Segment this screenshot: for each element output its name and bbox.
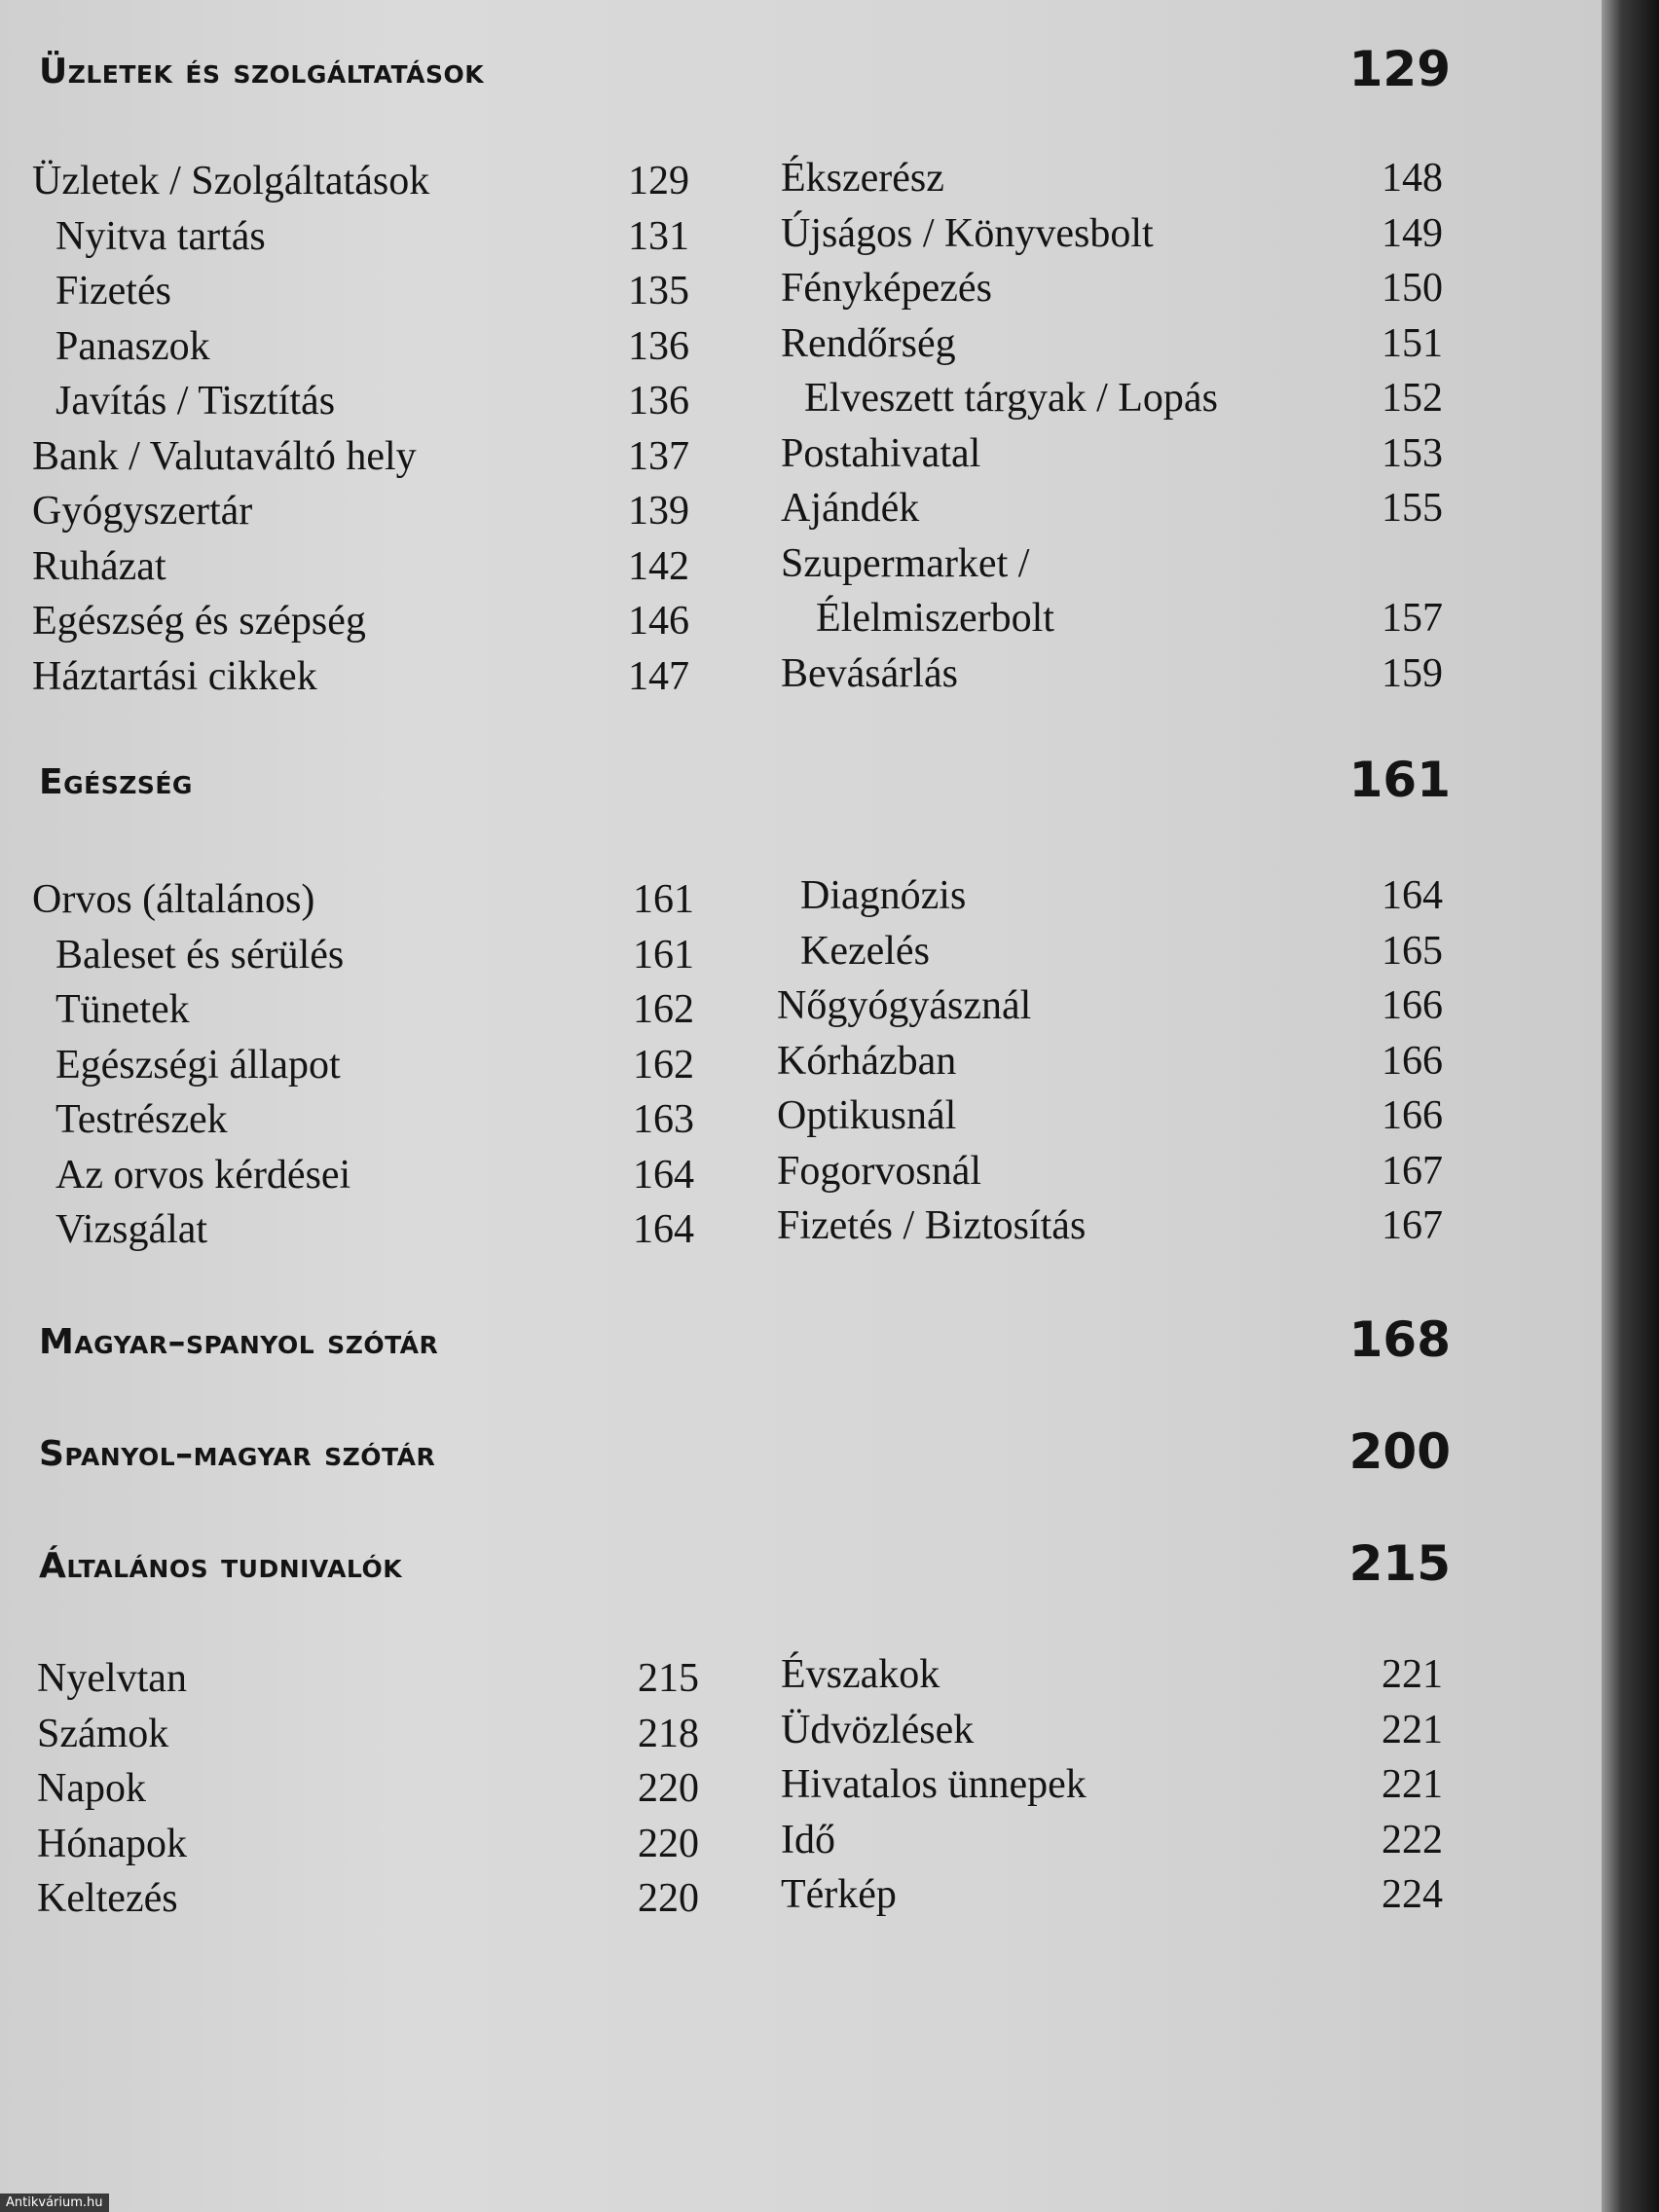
section-header-magyar-spanyol [39,1300,1451,1368]
toc-entry[interactable]: Ajándék 155 [781,486,1443,531]
toc-entry[interactable]: Nyelvtan 215 [37,1656,699,1701]
page-edge-shadow [1602,0,1659,2212]
toc-entry[interactable]: Rendőrség 151 [781,320,1443,366]
toc-entry[interactable]: Kórházban 166 [777,1038,1443,1084]
toc-column-left [37,1651,699,1927]
toc-entry[interactable]: Ruházat 142 [32,543,689,589]
toc-entry[interactable]: Postahivatal 153 [781,430,1443,476]
toc-entry[interactable]: Bevásárlás 159 [781,650,1443,696]
toc-entry[interactable]: Üdvözlések 221 [781,1707,1443,1752]
toc-column-right [781,151,1443,701]
toc-entry[interactable]: Fizetés 135 [55,269,689,313]
toc-entry[interactable]: Élelmiszerbolt 157 [816,596,1443,641]
toc-column-left [32,872,694,1258]
section-page-number: 215 [1348,1535,1451,1592]
section-header-uzletek [39,29,1451,97]
toc-entry[interactable]: Kezelés 165 [800,928,1443,974]
toc-entry[interactable]: Az orvos kérdései 164 [55,1152,694,1198]
toc-entry[interactable]: Háztartási cikkek 147 [32,653,689,699]
toc-column-right [781,1647,1443,1923]
toc-entry[interactable]: Vizsgálat 164 [55,1207,694,1252]
toc-entry[interactable]: Napok 220 [37,1766,699,1811]
section-page-number: 129 [1348,41,1451,97]
toc-entry[interactable]: Diagnózis 164 [800,873,1443,918]
toc-entry[interactable]: Egészség és szépség 146 [32,599,689,644]
toc-entry[interactable]: Számok 218 [37,1711,699,1756]
toc-entry[interactable]: Nőgyógyásznál 166 [777,983,1443,1028]
toc-entry[interactable]: Egészségi állapot 162 [55,1042,694,1088]
section-title: Üzletek és szolgáltatások [39,52,485,92]
toc-entry[interactable]: Orvos (általános) 161 [32,877,694,922]
toc-entry[interactable]: Hivatalos ünnepek 221 [781,1762,1443,1807]
toc-entry[interactable]: Szupermarket / [781,540,1030,586]
toc-entry[interactable]: Fényképezés 150 [781,266,1443,311]
section-page-number: 200 [1348,1423,1451,1480]
section-title: Spanyol–magyar szótár [39,1434,436,1474]
toc-entry[interactable]: Idő 222 [781,1817,1443,1862]
toc-entry[interactable]: Javítás / Tisztítás 136 [55,379,689,424]
section-page-number: 168 [1348,1311,1451,1368]
section-title: Egészség [39,762,193,802]
section-title: Általános tudnivalók [39,1546,403,1586]
section-header-spanyol-magyar [39,1412,1451,1480]
section-page-number: 161 [1348,752,1451,808]
toc-entry[interactable]: Térkép 224 [781,1872,1443,1917]
toc-column-left [32,154,689,704]
toc-entry[interactable]: Elveszett tárgyak / Lopás 152 [804,376,1443,421]
toc-entry[interactable]: Testrészek 163 [55,1097,694,1142]
section-header-egeszseg [39,740,1451,808]
toc-entry[interactable]: Újságos / Könyvesbolt 149 [781,210,1443,256]
section-header-altalanos [39,1524,1451,1592]
toc-entry[interactable]: Nyitva tartás 131 [55,213,689,259]
toc-entry[interactable]: Üzletek / Szolgáltatások 129 [32,159,689,203]
toc-entry[interactable]: Bank / Valutaváltó hely 137 [32,433,689,479]
toc-entry[interactable]: Gyógyszertár 139 [32,489,689,534]
toc-entry[interactable]: Ékszerész 148 [781,156,1443,201]
toc-entry[interactable]: Panaszok 136 [55,323,689,369]
toc-entry[interactable]: Optikusnál 166 [777,1093,1443,1138]
toc-entry[interactable]: Fizetés / Biztosítás 167 [777,1203,1443,1248]
toc-entry[interactable]: Baleset és sérülés 161 [55,932,694,977]
toc-entry[interactable]: Fogorvosnál 167 [777,1148,1443,1194]
watermark: Antikvárium.hu [0,2194,109,2212]
toc-entry[interactable]: Tünetek 162 [55,987,694,1032]
toc-entry[interactable]: Évszakok 221 [781,1652,1443,1697]
toc-entry[interactable]: Hónapok 220 [37,1821,699,1866]
toc-column-right [777,868,1443,1254]
toc-entry[interactable]: Keltezés 220 [37,1876,699,1921]
section-title: Magyar–spanyol szótár [39,1322,439,1362]
